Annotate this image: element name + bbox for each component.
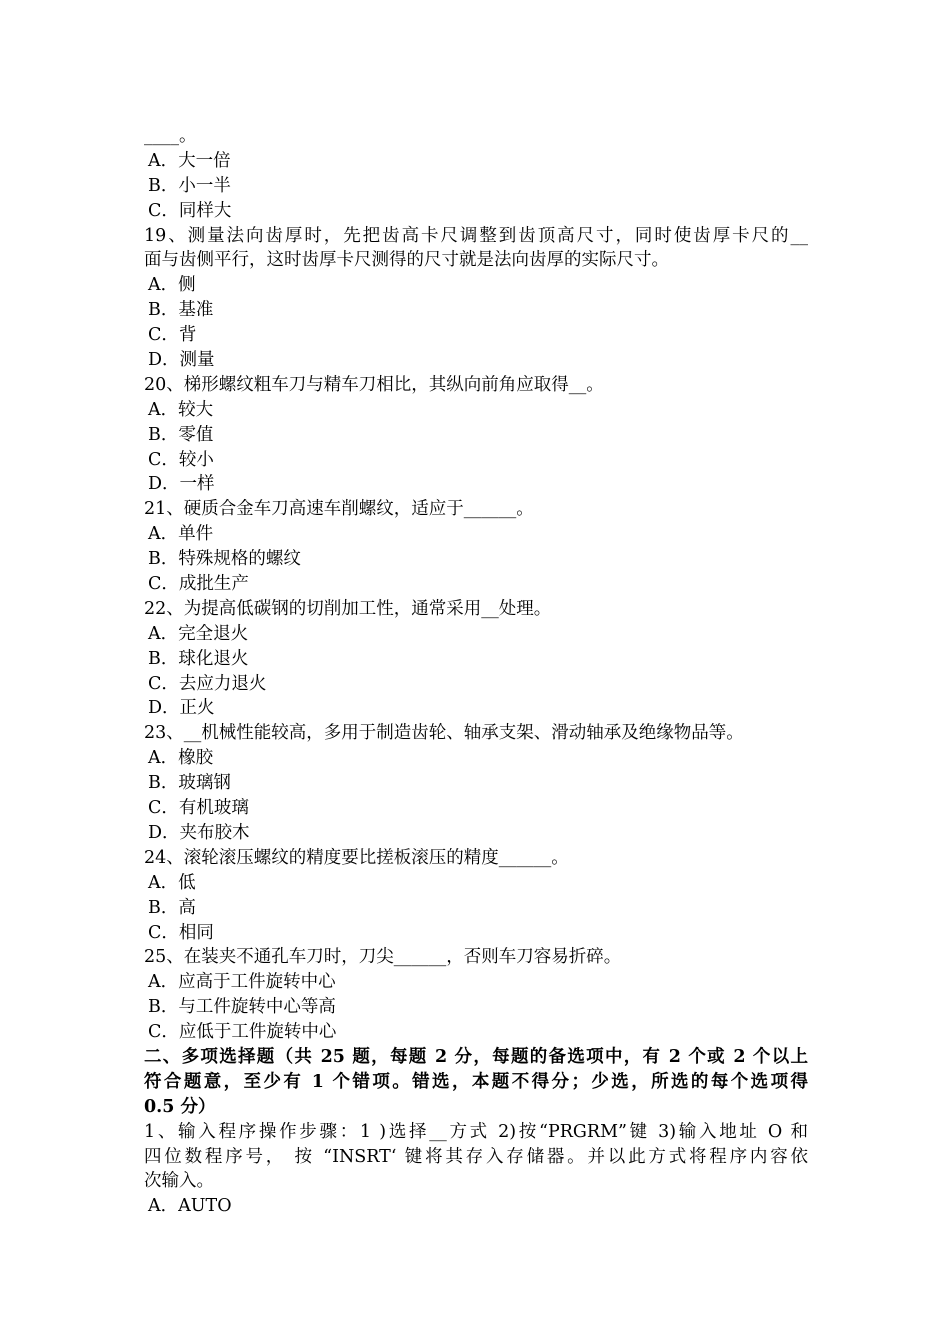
option-a: A．橡胶: [148, 748, 214, 769]
option-a: A．低: [148, 872, 196, 893]
option-a: A．完全退火: [148, 623, 249, 644]
question-19-stem: 19、测量法向齿厚时，先把齿高卡尺调整到齿顶高尺寸，同时使齿厚卡尺的__: [144, 225, 808, 246]
option-d: D．测量: [148, 350, 215, 371]
option-c: C．背: [148, 325, 197, 346]
option-d: D．夹布胶木: [148, 822, 250, 843]
option-a: A．单件: [148, 524, 214, 545]
option-c: C．有机玻璃: [148, 798, 249, 819]
option-c: C．同样大: [148, 200, 232, 221]
question-20-stem: 20、梯形螺纹粗车刀与精车刀相比，其纵向前角应取得__。: [144, 374, 604, 395]
option-b: B．零值: [148, 424, 214, 445]
section-heading-cont: 符合题意，至少有 1 个错项。错选，本题不得分；少选，所选的每个选项得: [144, 1071, 808, 1092]
section-heading: 二、多项选择题（共 25 题，每题 2 分，每题的备选项中，有 2 个或 2 个以上: [144, 1046, 808, 1067]
option-b: B．高: [148, 897, 196, 918]
question-24-stem: 24、滚轮滚压螺纹的精度要比搓板滚压的精度______。: [144, 847, 569, 868]
question-23-stem: 23、__机械性能较高，多用于制造齿轮、轴承支架、滑动轴承及绝缘物品等。: [144, 723, 744, 744]
option-c: C．去应力退火: [148, 673, 267, 694]
option-c: C．成批生产: [148, 574, 249, 595]
document-page: [144, 124, 808, 1219]
option-a: A．侧: [148, 275, 196, 296]
option-d: D．正火: [148, 698, 215, 719]
option-d: D．一样: [148, 474, 215, 495]
option-b: B．玻璃钢: [148, 773, 231, 794]
multi-question-1-stem: 1、输入程序操作步骤：1 )选择__方式 2)按“PRGRM”键 3)输入地址 O 和: [144, 1121, 808, 1142]
option-c: C．较小: [148, 449, 214, 470]
question-18-stem-tail: ____。: [144, 126, 197, 146]
question-21-stem: 21、硬质合金车刀高速车削螺纹，适应于______。: [144, 499, 534, 520]
option-b: B．特殊规格的螺纹: [148, 549, 301, 570]
option-a: A．应高于工件旋转中心: [148, 972, 336, 993]
option-a: A．AUTO: [148, 1196, 232, 1217]
question-25-stem: 25、在装夹不通孔车刀时，刀尖______，否则车刀容易折碎。: [144, 947, 622, 968]
option-b: B．与工件旋转中心等高: [148, 997, 336, 1018]
question-22-stem: 22、为提高低碳钢的切削加工性，通常采用__处理。: [144, 598, 552, 619]
option-b: B．球化退火: [148, 648, 249, 669]
option-a: A．大一倍: [148, 150, 231, 171]
section-heading-end: 0.5 分）: [144, 1096, 216, 1117]
option-b: B．小一半: [148, 175, 231, 196]
question-19-stem-cont: 面与齿侧平行，这时齿厚卡尺测得的尺寸就是法向齿厚的实际尺寸。: [144, 250, 669, 271]
option-a: A．较大: [148, 399, 214, 420]
multi-question-1-stem-cont: 四位数程序号， 按 “INSRT‘ 键将其存入存储器。并以此方式将程序内容依: [144, 1146, 808, 1167]
option-b: B．基准: [148, 300, 214, 321]
option-c: C．应低于工件旋转中心: [148, 1022, 337, 1043]
option-c: C．相同: [148, 922, 214, 943]
multi-question-1-stem-end: 次输入。: [144, 1171, 214, 1192]
